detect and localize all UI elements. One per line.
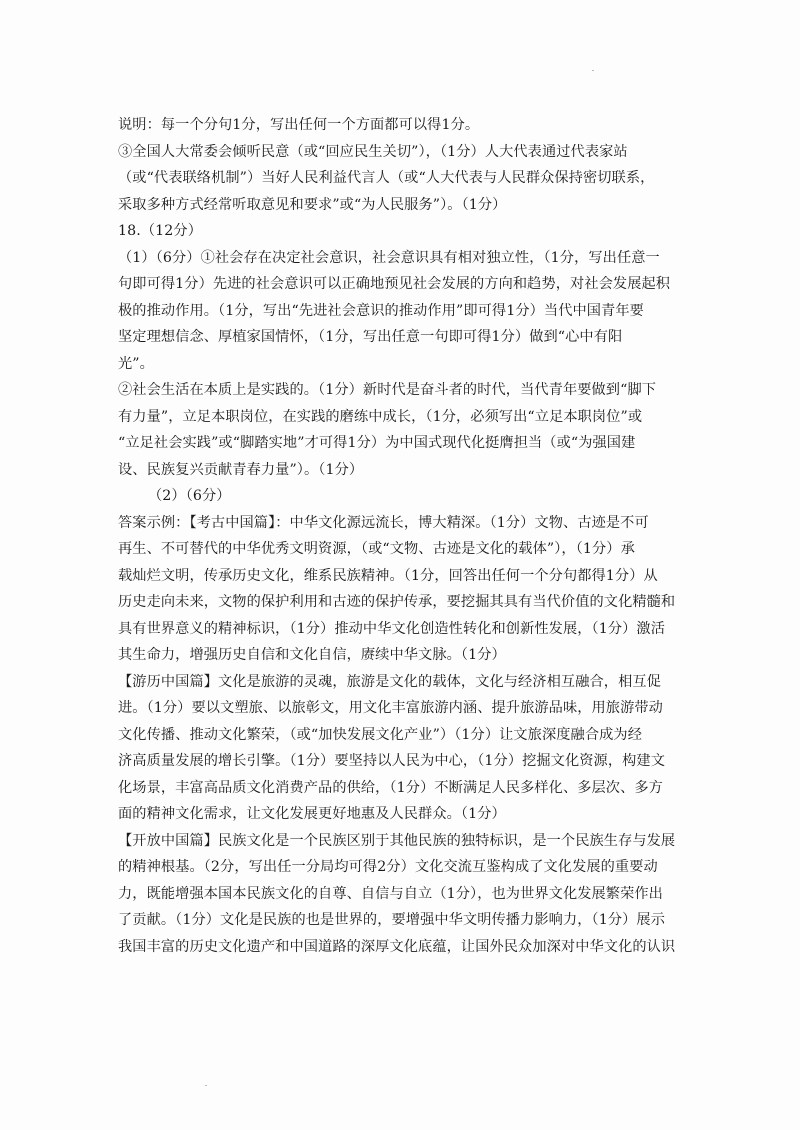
sub-question-heading: （2）（6分） [148,488,231,504]
text-line: 其生命力，增强历史自信和文化自信，赓续中华文脉。（1分） [118,647,506,663]
text-line: 面的精神文化需求，让文化发展更好地惠及人民群众。（1分） [118,806,506,822]
text-line: 句即可得1分）先进的社会意识可以正确地预见社会发展的方向和趋势，对社会发展起积 [118,276,671,292]
text-line: 具有世界意义的精神标识，（1分）推动中华文化创造性转化和创新性发展，（1分）激活 [118,620,665,637]
text-line: 文化传播、推动文化繁荣，（或“加快发展文化产业”）（1分）让文旅深度融合成为经 [118,726,642,743]
text-line: 了贡献。（1分）文化是民族的也是世界的，要增强中华文明传播力影响力，（1分）展示 [118,912,665,928]
text-line: 光”。 [118,355,154,372]
text-line: 有力量”，立足本职岗位，在实践的磨练中成长，（1分，必须写出“立足本职岗位”或 [118,408,643,425]
text-line: 历史走向未来，文物的保护利用和古迹的保护传承，要挖掘其具有当代价值的文化精髓和 [118,594,676,610]
text-line: 济高质量发展的增长引擎。（1分）要坚持以人民为中心，（1分）挖掘文化资源，构建文 [118,753,665,769]
text-line: 设、民族复兴贡献青春力量”）。（1分） [118,461,364,478]
text-line: 的精神根基。（2分，写出任一分局均可得2分）文化交流互鉴构成了文化发展的重要动 [118,859,658,875]
text-line: 我国丰富的历史文化遗产和中国道路的深厚文化底蕴，让国外民众加深对中华文化的认识 [118,938,676,955]
text-line: 采取多种方式经常听取意见和要求”或“为人民服务”）。（1分） [118,196,507,213]
text-line: 极的推动作用。（1分，写出“先进社会意识的推动作用”即可得1分）当代中国青年要 [118,302,644,319]
text-line: （1）（6分）①社会存在决定社会意识，社会意识具有相对独立性，（1分，写出任意一 [118,249,660,266]
text-line: 进。（1分）要以文塑旅、以旅彰文，用文化丰富旅游内涵、提升旅游品味，用旅游带动 [118,700,663,716]
text-line: “立足社会实践”或“脚踏实地”才可得1分）为中国式现代化挺膺担当（或“为强国建 [118,435,636,451]
text-line: ②社会生活在本质上是实践的。（1分）新时代是奋斗者的时代，当代青年要做到“脚下 [118,382,657,398]
scan-speck [592,70,594,71]
text-line: ③全国人大常委会倾听民意（或“回应民生关切”），（1分）人大代表通过代表家站 [118,143,628,160]
text-line: 再生、不可替代的中华优秀文明资源，（或“文物、古迹是文化的载体”），（1分）承 [118,541,635,557]
text-line: 力，既能增强本国本民族文化的自尊、自信与自立（1分），也为世界文化发展繁荣作出 [118,885,663,902]
text-line: 载灿烂文明，传承历史文化，维系民族精神。（1分，回答出任何一个分句都得1分）从 [118,567,658,584]
scan-speck [205,1085,207,1086]
text-line: （或“代表联络机制”）当好人民利益代言人（或“人大代表与人民群众保持密切联系， [118,170,655,186]
text-line: 坚定理想信念、厚植家国情怀，（1分，写出任意一句即可得1分）做到“心中有阳 [118,329,623,345]
text-line: 【游历中国篇】文化是旅游的灵魂，旅游是文化的载体，文化与经济相互融合，相互促 [118,673,661,690]
text-line: 【开放中国篇】民族文化是一个民族区别于其他民族的独特标识，是一个民族生存与发展 [118,832,676,849]
text-line: 化场景，丰富高品质文化消费产品的供给，（1分）不断满足人民多样化、多层次、多方 [118,779,663,796]
text-line: 答案示例：【考古中国篇】：中华文化源远流长，博大精深。（1分）文物、古迹是不可 [118,514,649,531]
answer-key-text [118,112,690,960]
text-line: 说明：每一个分句1分，写出任何一个方面都可以得1分。 [118,117,480,133]
question-number: 18.（12分） [118,223,202,239]
